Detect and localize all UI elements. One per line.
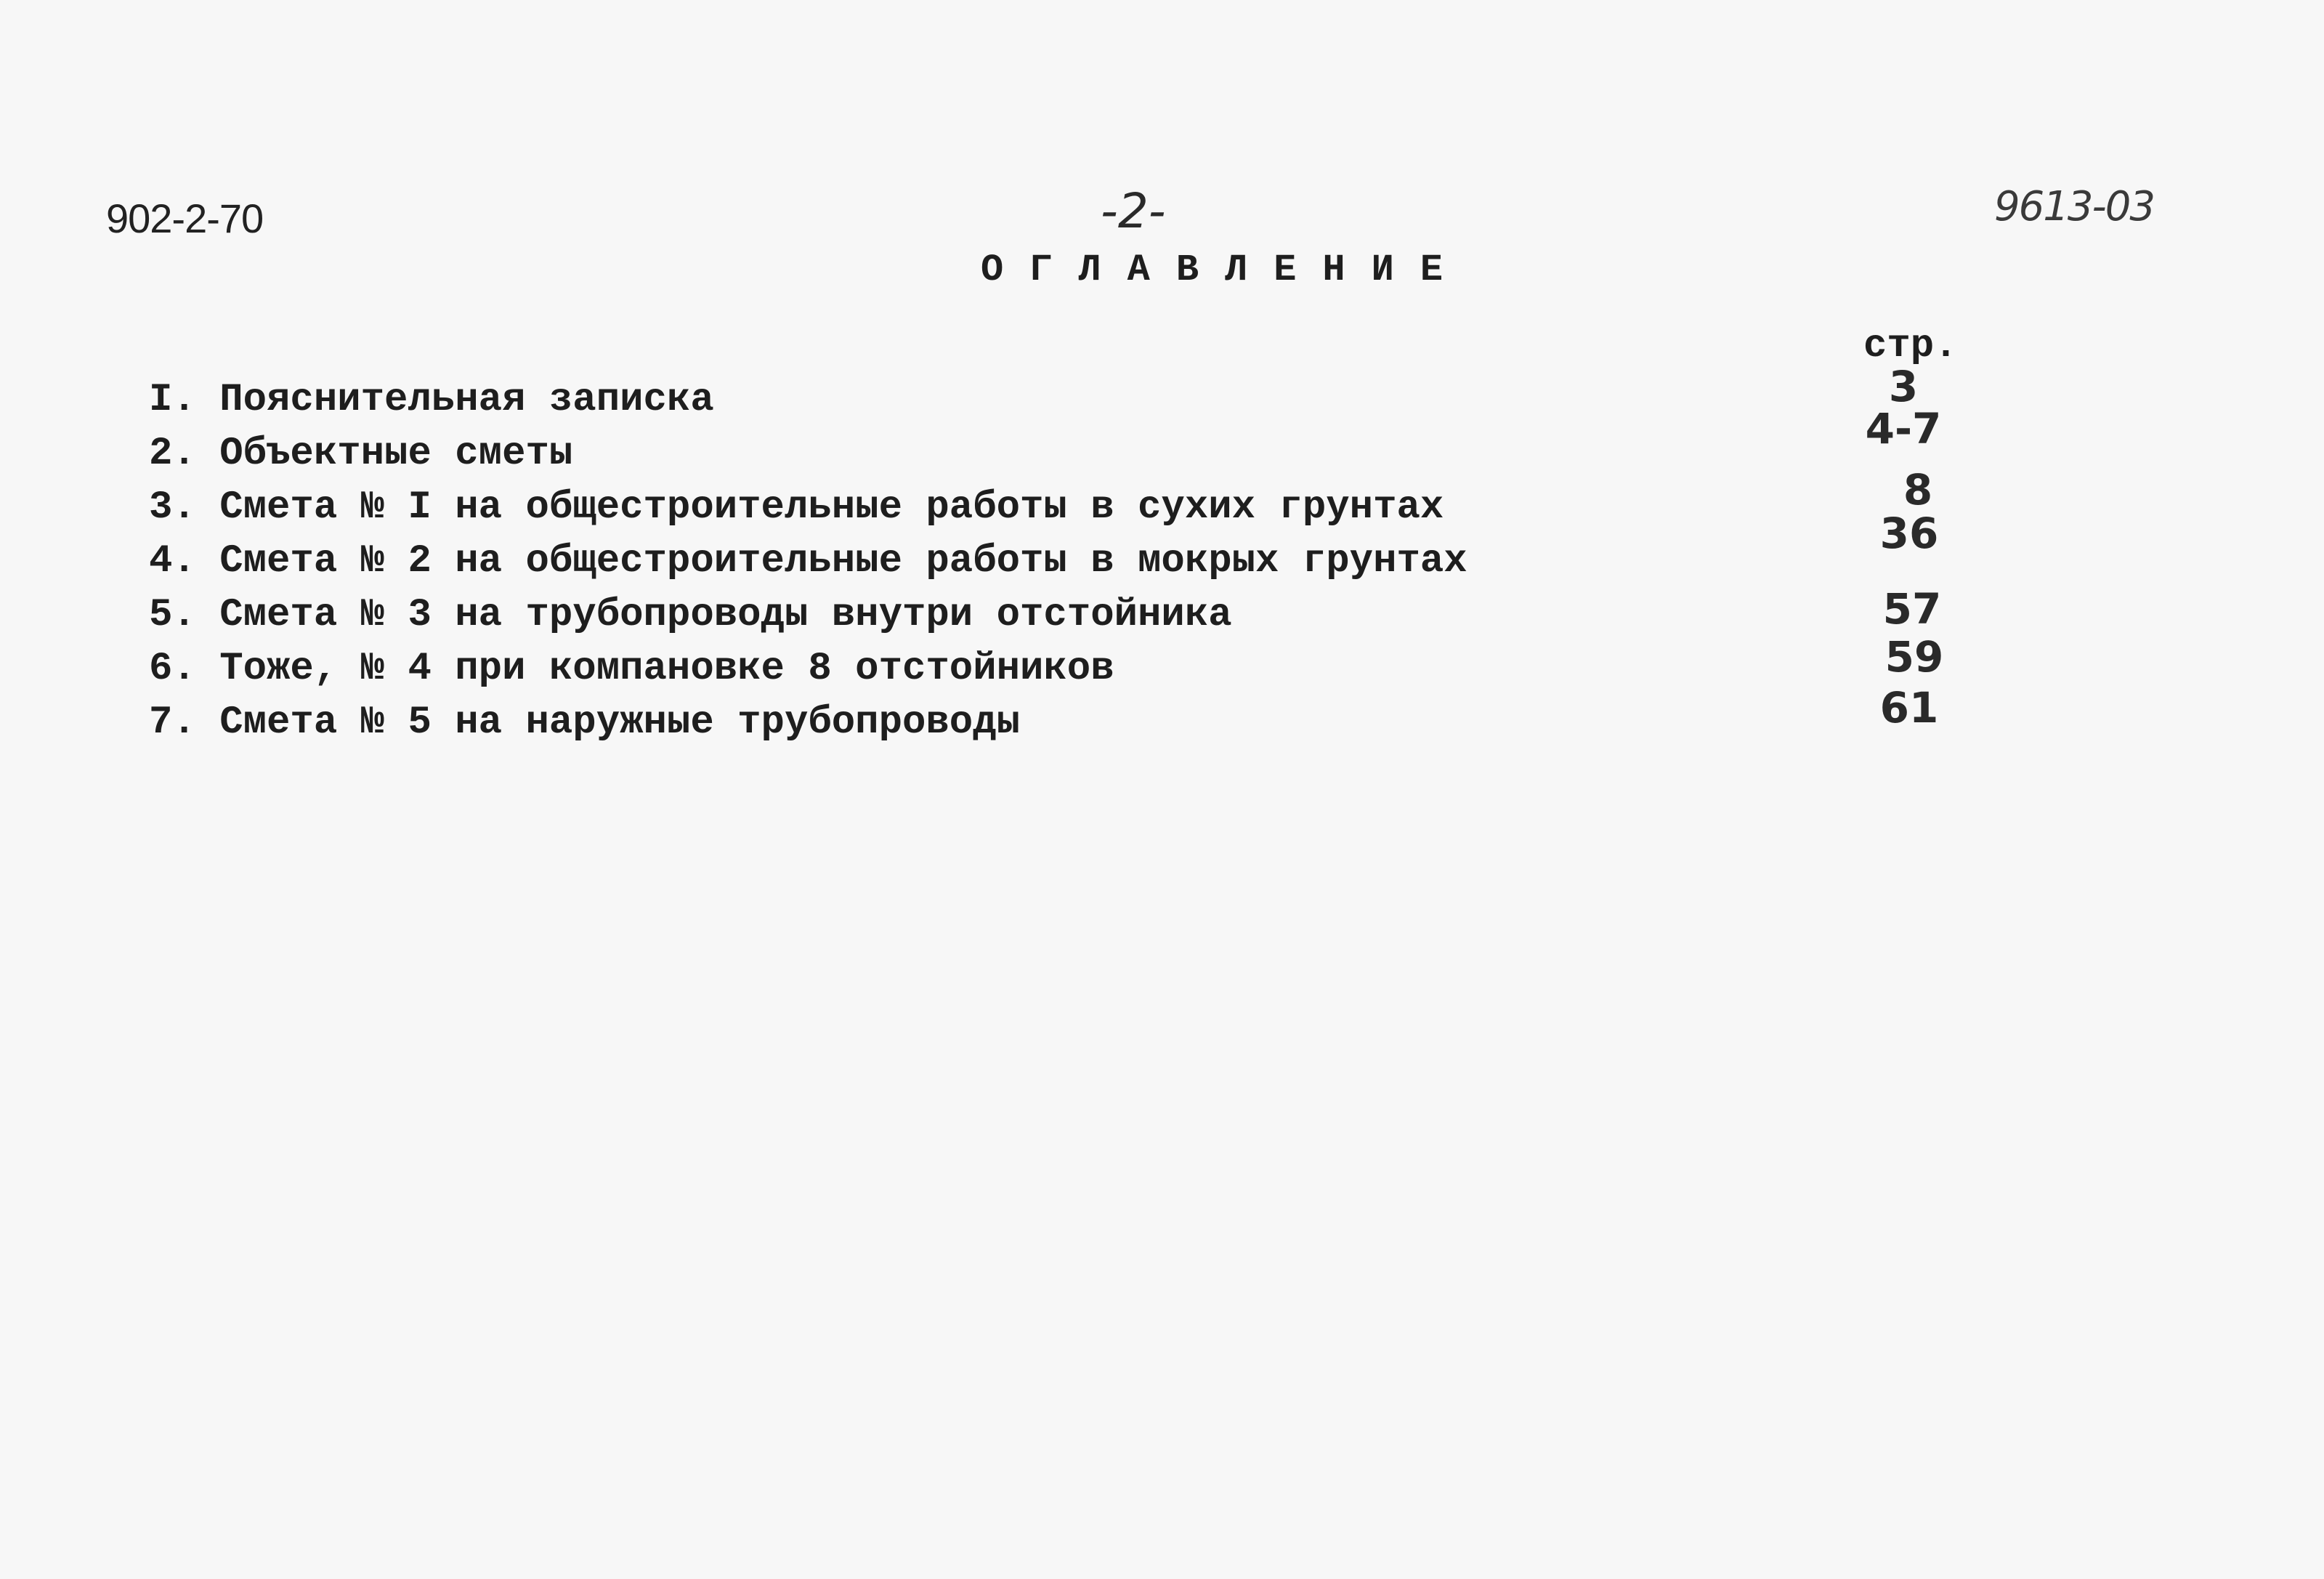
- toc-item: [149, 642, 1467, 696]
- toc-item-text: Объектные сметы: [219, 432, 573, 476]
- toc-item: [149, 535, 1467, 589]
- toc-page-number: 36: [1879, 509, 1939, 558]
- page-column-header: стр.: [1863, 324, 1958, 368]
- document-code: 902-2-70: [106, 195, 264, 241]
- toc-page-number: 3: [1888, 362, 1919, 411]
- toc-item-text: Тоже, № 4 при компановке 8 отстойников: [219, 647, 1114, 691]
- toc-item: [149, 427, 1467, 481]
- toc-item: [149, 481, 1467, 535]
- toc-item-text: Смета № I на общестроительные работы в сухих грунтах: [219, 485, 1444, 530]
- toc-item-text: Смета № 3 на трубопроводы внутри отстойника: [219, 593, 1232, 637]
- toc-page-number: 57: [1882, 584, 1942, 634]
- toc-page-number: 8: [1903, 465, 1933, 514]
- toc-page-number: 4-7: [1865, 404, 1942, 453]
- toc-item-number: I.: [149, 378, 196, 422]
- toc-item-number: 6.: [149, 647, 196, 691]
- toc-item: [149, 696, 1467, 750]
- toc-page-number: 59: [1884, 632, 1944, 682]
- toc-item: [149, 589, 1467, 642]
- toc-item-text: Смета № 2 на общестроительные работы в мокрых грунтах: [219, 539, 1467, 583]
- toc-title: ОГЛАВЛЕНИЕ: [981, 249, 1470, 291]
- toc-item-number: 3.: [149, 485, 196, 530]
- toc-item-number: 5.: [149, 593, 196, 637]
- toc-page-number: 61: [1879, 683, 1939, 732]
- toc-item: [149, 373, 1467, 427]
- toc-item-number: 2.: [149, 432, 196, 476]
- page-number: -2-: [1101, 183, 1166, 239]
- toc-item-text: Смета № 5 на наружные трубопроводы: [219, 700, 1020, 745]
- toc-list: [149, 373, 1467, 750]
- toc-item-number: 4.: [149, 539, 196, 583]
- toc-item-text: Пояснительная записка: [219, 378, 714, 422]
- archive-number: 9613-03: [1994, 183, 2154, 230]
- toc-item-number: 7.: [149, 700, 196, 745]
